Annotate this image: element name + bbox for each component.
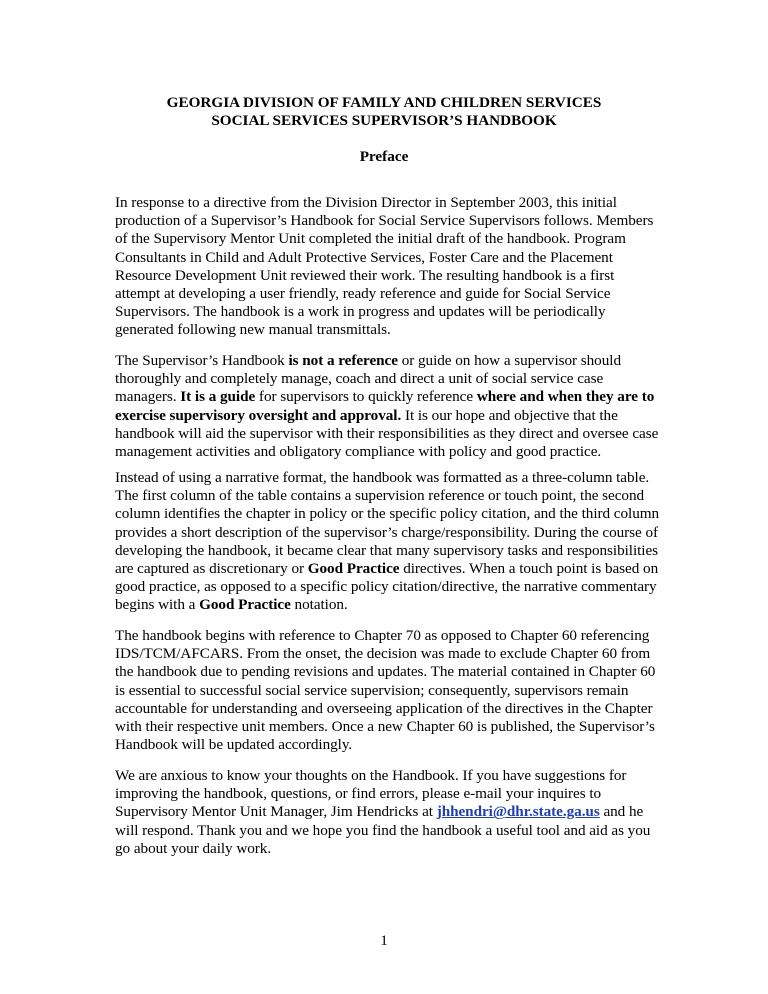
paragraph-text: notation. <box>290 596 348 614</box>
bold-emphasis: Good Practice <box>199 596 291 614</box>
preface-paragraph-2 <box>115 352 663 461</box>
preface-paragraph-4: The handbook begins with reference to Chapter 70 as opposed to Chapter 60 referencing IDS/TCM/AFCARS. From the onset, the decision was made to exclude Chapter 60 from the handbook due to pending revisions and updates. The material contained in Chapter 60 is essential to successful social service supervision; consequently, supervisors remain accountable for understanding and overseeing application of the directives in the Chapter with their respective unit members. Once a new Chapter 60 is published, the Supervisor’s Handbook will be updated accordingly. <box>115 627 656 754</box>
paragraph-text: We are anxious to know your thoughts on the Handbook. If you have suggestions for improving the handbook, questions, or find errors, please e-mail your inquires to Supervisory Mentor Unit Manager, Jim Hendricks at <box>115 767 627 821</box>
preface-paragraph-3 <box>115 469 663 615</box>
paragraph-text: The Supervisor’s Handbook <box>115 352 289 369</box>
page-number: 1 <box>380 932 388 949</box>
email-link[interactable]: jhhendri@dhr.state.ga.us <box>436 803 600 821</box>
org-heading: GEORGIA DIVISION OF FAMILY AND CHILDREN SERVICES <box>166 94 602 111</box>
preface-paragraph-1: In response to a directive from the Division Director in September 2003, this initial production of a Supervisor’s Handbook for Social Service Supervisors follows. Members of the Supervisory Mentor Unit completed the initial draft of the handbook. Program Consultants in Child and Adult Protective Services, Foster Care and the Placement Resource Development Unit reviewed their work. The resulting handbook is a first attempt at developing a user friendly, ready reference and guide for Social Service Supervisors. The handbook is a work in progress and updates will be periodically generated following new manual transmittals. <box>115 194 654 339</box>
bold-emphasis: It is a guide <box>180 388 256 406</box>
bold-emphasis: Good Practice <box>307 560 400 578</box>
paragraph-text: for supervisors to quickly reference <box>255 388 477 406</box>
bold-emphasis: where and when they are to exercise supervisory oversight and approval. <box>115 388 655 424</box>
bold-emphasis: is not a reference <box>288 352 398 369</box>
paragraph-text: It is our hope and objective that the handbook will aid the supervisor with their responsibilities as they direct and oversee case management activities and obligatory compliance with policy and good practice. <box>115 406 659 461</box>
section-title: Preface <box>359 148 409 165</box>
paragraph-text: directives. When a touch point is based on good practice, as opposed to a specific policy citation/directive, the narrative commentary begins with a <box>115 560 659 614</box>
paragraph-text: or guide on how a supervisor should thoroughly and completely manage, coach and direct a unit of social service case managers. <box>115 352 621 406</box>
paragraph-text: and he will respond. Thank you and we hope you find the handbook a useful tool and aid as you go about your daily work. <box>115 803 651 857</box>
paragraph-text: Instead of using a narrative format, the handbook was formatted as a three-column table. The first column of the table contains a supervision reference or touch point, the second column identifies the chapter in policy or the specific policy citation, and the third column provides a short description of the supervisor’s charge/responsibility. During the course of developing the handbook, it became clear that many supervisory tasks and responsibilities are captured as discretionary or <box>115 469 660 578</box>
preface-paragraph-5 <box>115 767 663 858</box>
handbook-title: SOCIAL SERVICES SUPERVISOR’S HANDBOOK <box>211 112 557 129</box>
